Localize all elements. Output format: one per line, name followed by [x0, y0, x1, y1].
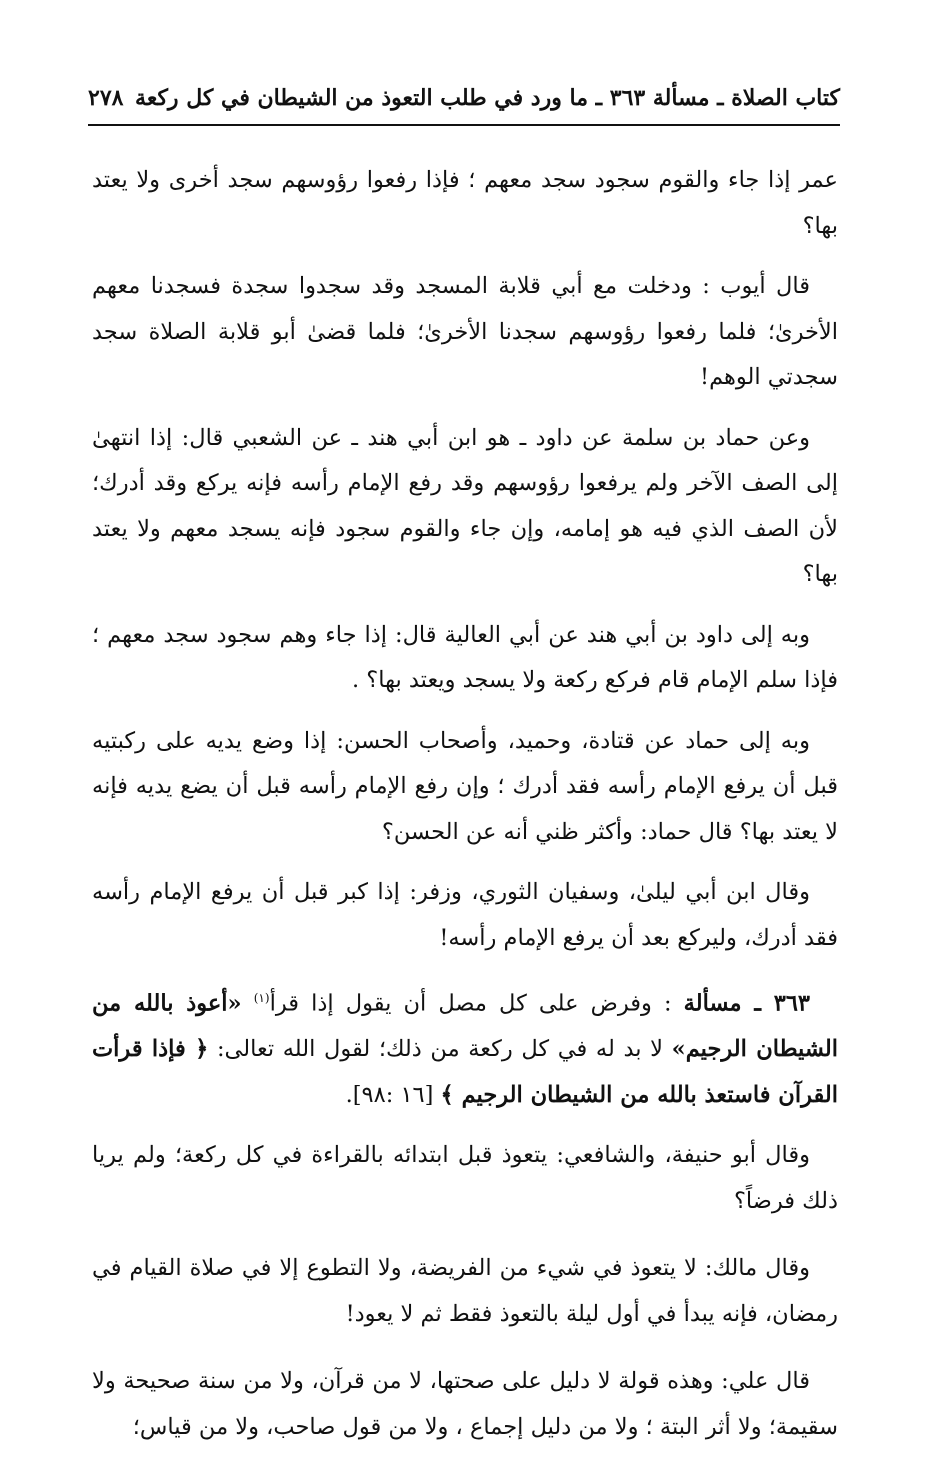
paragraph-10: قال علي: وهذه قولة لا دليل على صحتها، لا من قرآن، ولا من سنة صحيحة ولا سقيمة؛ ولا أثر البتة ؛ ولا من دليل إجماع ، ولا من قول صاحب، ولا من قياس؛ [92, 1368, 838, 1440]
paragraph-6: وقال ابن أبي ليلىٰ، وسفيان الثوري، وزفر: إذا كبر قبل أن يرفع الإمام رأسه فقد أدرك، وليركع بعد أن يرفع الإمام رأسه! [92, 879, 838, 951]
header-divider [88, 124, 840, 126]
page-number: ٢٧٨ [88, 85, 124, 111]
header-title: كتاب الصلاة ـ مسألة ٣٦٣ ـ ما ورد في طلب التعوذ من الشيطان في كل ركعة [135, 85, 840, 111]
running-header [88, 78, 840, 118]
paragraph-9: وقال مالك: لا يتعوذ في شيء من الفريضة، ولا التطوع إلا في صلاة القيام في رمضان، فإنه يبدأ في أول ليلة بالتعوذ فقط ثم لا يعود! [92, 1255, 838, 1327]
istiadha-phrase: «أعوذ بالله من الشيطان الرجيم» [92, 990, 838, 1062]
paragraph-5: وبه إلى حماد عن قتادة، وحميد، وأصحاب الحسن: إذا وضع يديه على ركبتيه قبل أن يرفع الإمام رأسه فقد أدرك ؛ وإن رفع الإمام رأسه قبل أن يضع يديه فإنه لا يعتد بها؟ قال حماد: وأكثر ظني أنه عن الحسن؟ [92, 727, 838, 845]
paragraph-1: عمر إذا جاء والقوم سجود سجد معهم ؛ فإذا رفعوا رؤوسهم سجد أخرى ولا يعتد بها؟ [92, 167, 838, 239]
body-text [92, 158, 838, 1465]
masala-text-a: : وفرض على كل مصل أن يقول إذا قرأ [269, 990, 672, 1017]
paragraph-7-masala [92, 976, 838, 1118]
footnote-marker: (١) [253, 991, 270, 1005]
masala-text-b: لا بد له في كل ركعة من ذلك؛ لقول الله تعالى: [216, 1036, 663, 1062]
masala-number: ٣٦٣ ـ مسألة [683, 990, 811, 1017]
paragraph-8: وقال أبو حنيفة، والشافعي: يتعوذ قبل ابتدائه بالقراءة في كل ركعة؛ ولم يريا ذلك فرضاً؟ [92, 1142, 838, 1214]
paragraph-3: وعن حماد بن سلمة عن داود ـ هو ابن أبي هند ـ عن الشعبي قال: إذا انتهىٰ إلى الصف الآخر ولم يرفعوا رؤوسهم وقد رفع الإمام رأسه فإنه يركع وقد أدرك؛ لأن الصف الذي فيه هو إمامه، وإن جاء والقوم سجود فإنه يسجد معهم ولا يعتد بها؟ [92, 424, 838, 587]
paragraph-4: وبه إلى داود بن أبي هند عن أبي العالية قال: إذا جاء وهم سجود سجد معهم ؛ فإذا سلم الإمام قام فركع ركعة ولا يسجد ويعتد بها؟ . [92, 621, 838, 693]
quran-verse: ﴿ فإذا قرأت القرآن فاستعذ بالله من الشيطان الرجيم ﴾ [92, 1036, 838, 1108]
paragraph-2: قال أيوب : ودخلت مع أبي قلابة المسجد وقد سجدوا سجدة فسجدنا معهم الأخرىٰ؛ فلما رفعوا رؤوسهم سجدنا الأخرىٰ؛ فلما قضىٰ أبو قلابة الصلاة سجد سجدتي الوهم! [92, 273, 838, 390]
verse-reference: [١٦ :٩٨]. [345, 1081, 434, 1108]
